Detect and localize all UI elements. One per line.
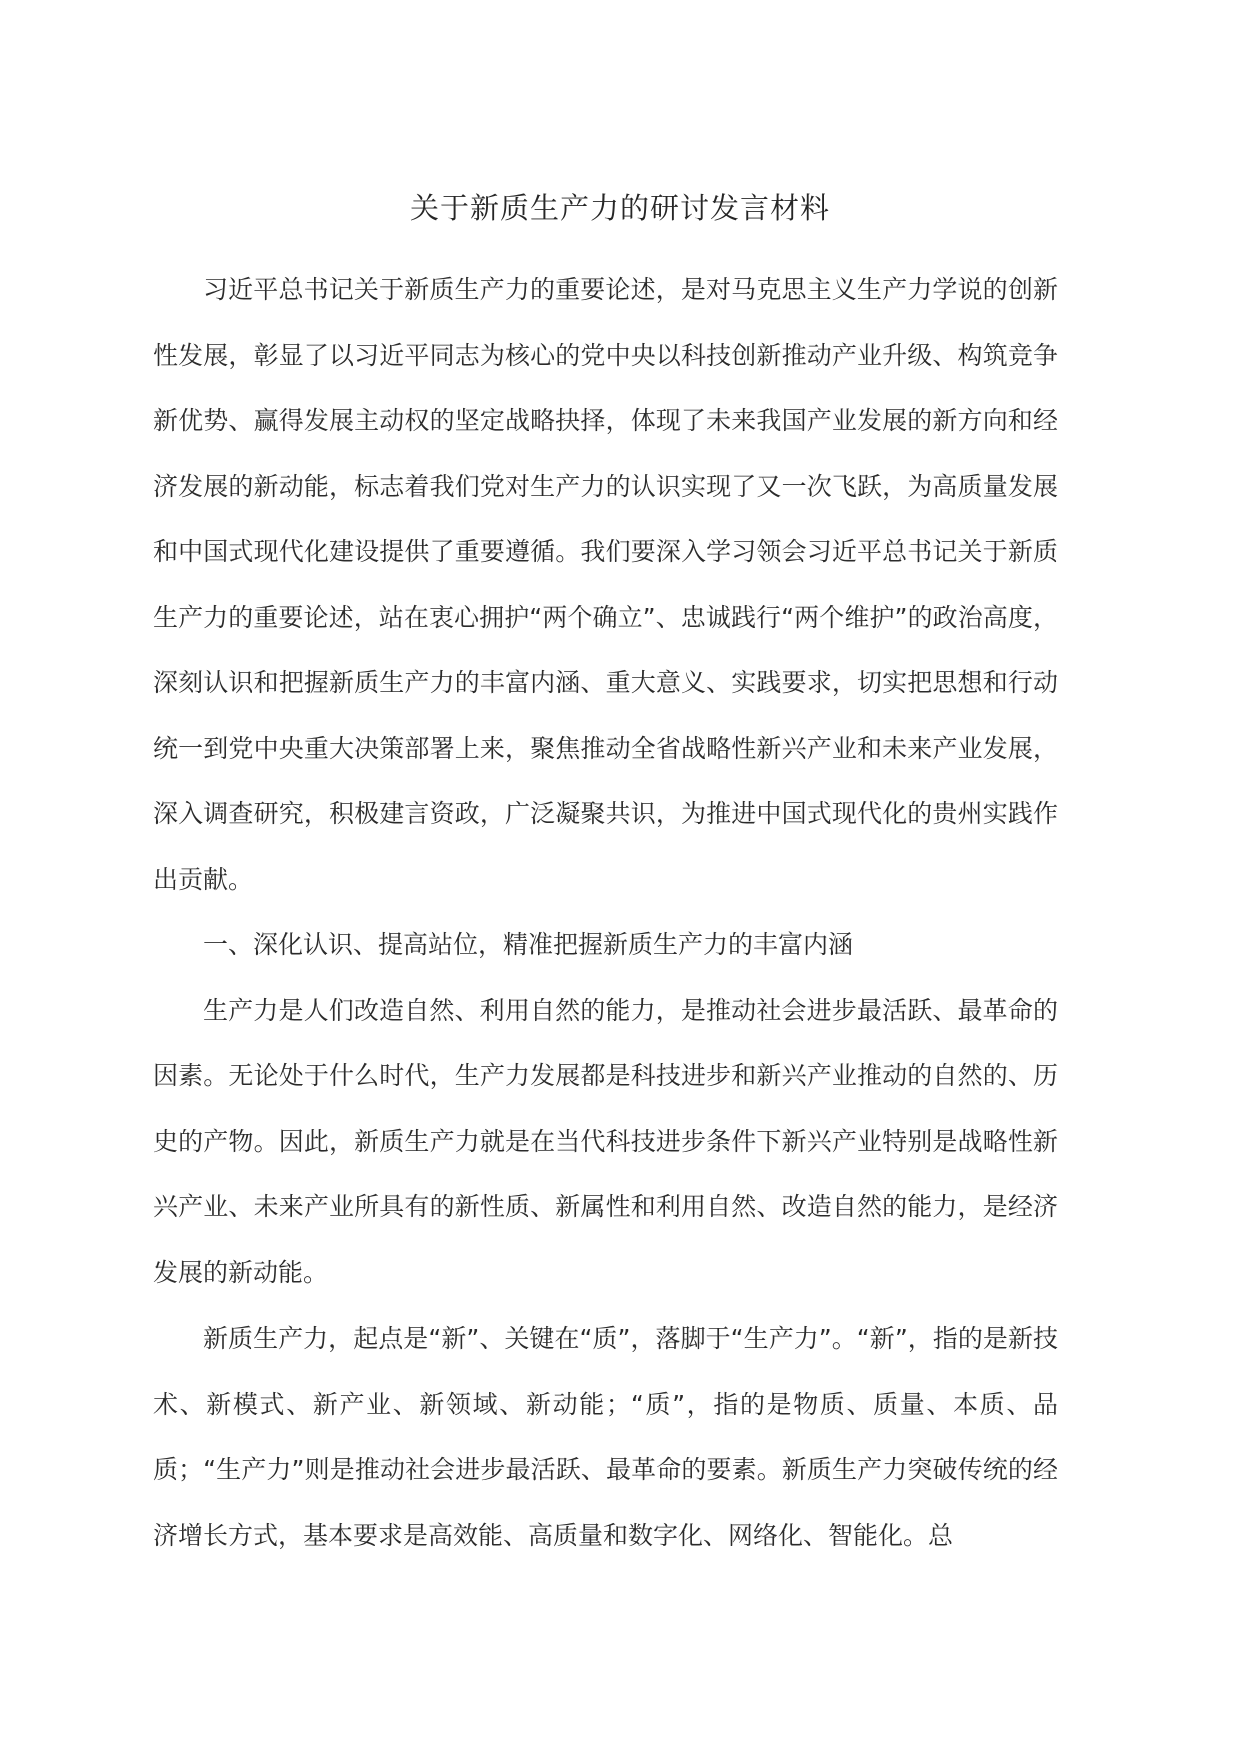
document-body xyxy=(153,257,1058,1568)
section-heading-1: 一、深化认识、提高站位，精准把握新质生产力的丰富内涵 xyxy=(203,930,854,959)
paragraph-productivity-definition: 生产力是人们改造自然、利用自然的能力，是推动社会进步最活跃、最革命的因素。无论处于什么时代，生产力发展都是科技进步和新兴产业推动的自然的、历史的产物。因此，新质生产力就是在当代科技进步条件下新兴产业特别是战略性新兴产业、未来产业所具有的新性质、新属性和利用自然、改造自然的能力，是经济发展的新动能。 xyxy=(153,995,1058,1287)
paragraph-new-quality-explanation: 新质生产力，起点是“新”、关键在“质”，落脚于“生产力”。“新”，指的是新技术、新模式、新产业、新领域、新动能；“质”，指的是物质、质量、本质、品质；“生产力”则是推动社会进步最活跃、最革命的要素。新质生产力突破传统的经济增长方式，基本要求是高效能、高质量和数字化、网络化、智能化。总 xyxy=(153,1324,1058,1550)
paragraph-intro: 习近平总书记关于新质生产力的重要论述，是对马克思主义生产力学说的创新性发展，彰显了以习近平同志为核心的党中央以科技创新推动产业升级、构筑竞争新优势、赢得发展主动权的坚定战略抉择，体现了未来我国产业发展的新方向和经济发展的新动能，标志着我们党对生产力的认识实现了又一次飞跃，为高质量发展和中国式现代化建设提供了重要遵循。我们要深入学习领会习近平总书记关于新质生产力的重要论述，站在衷心拥护“两个确立”、忠诚践行“两个维护”的政治高度，深刻认识和把握新质生产力的丰富内涵、重大意义、实践要求，切实把思想和行动统一到党中央重大决策部署上来，聚焦推动全省战略性新兴产业和未来产业发展，深入调查研究，积极建言资政，广泛凝聚共识，为推进中国式现代化的贵州实践作出贡献。 xyxy=(153,275,1058,894)
document-title: 关于新质生产力的研讨发言材料 xyxy=(409,191,830,225)
